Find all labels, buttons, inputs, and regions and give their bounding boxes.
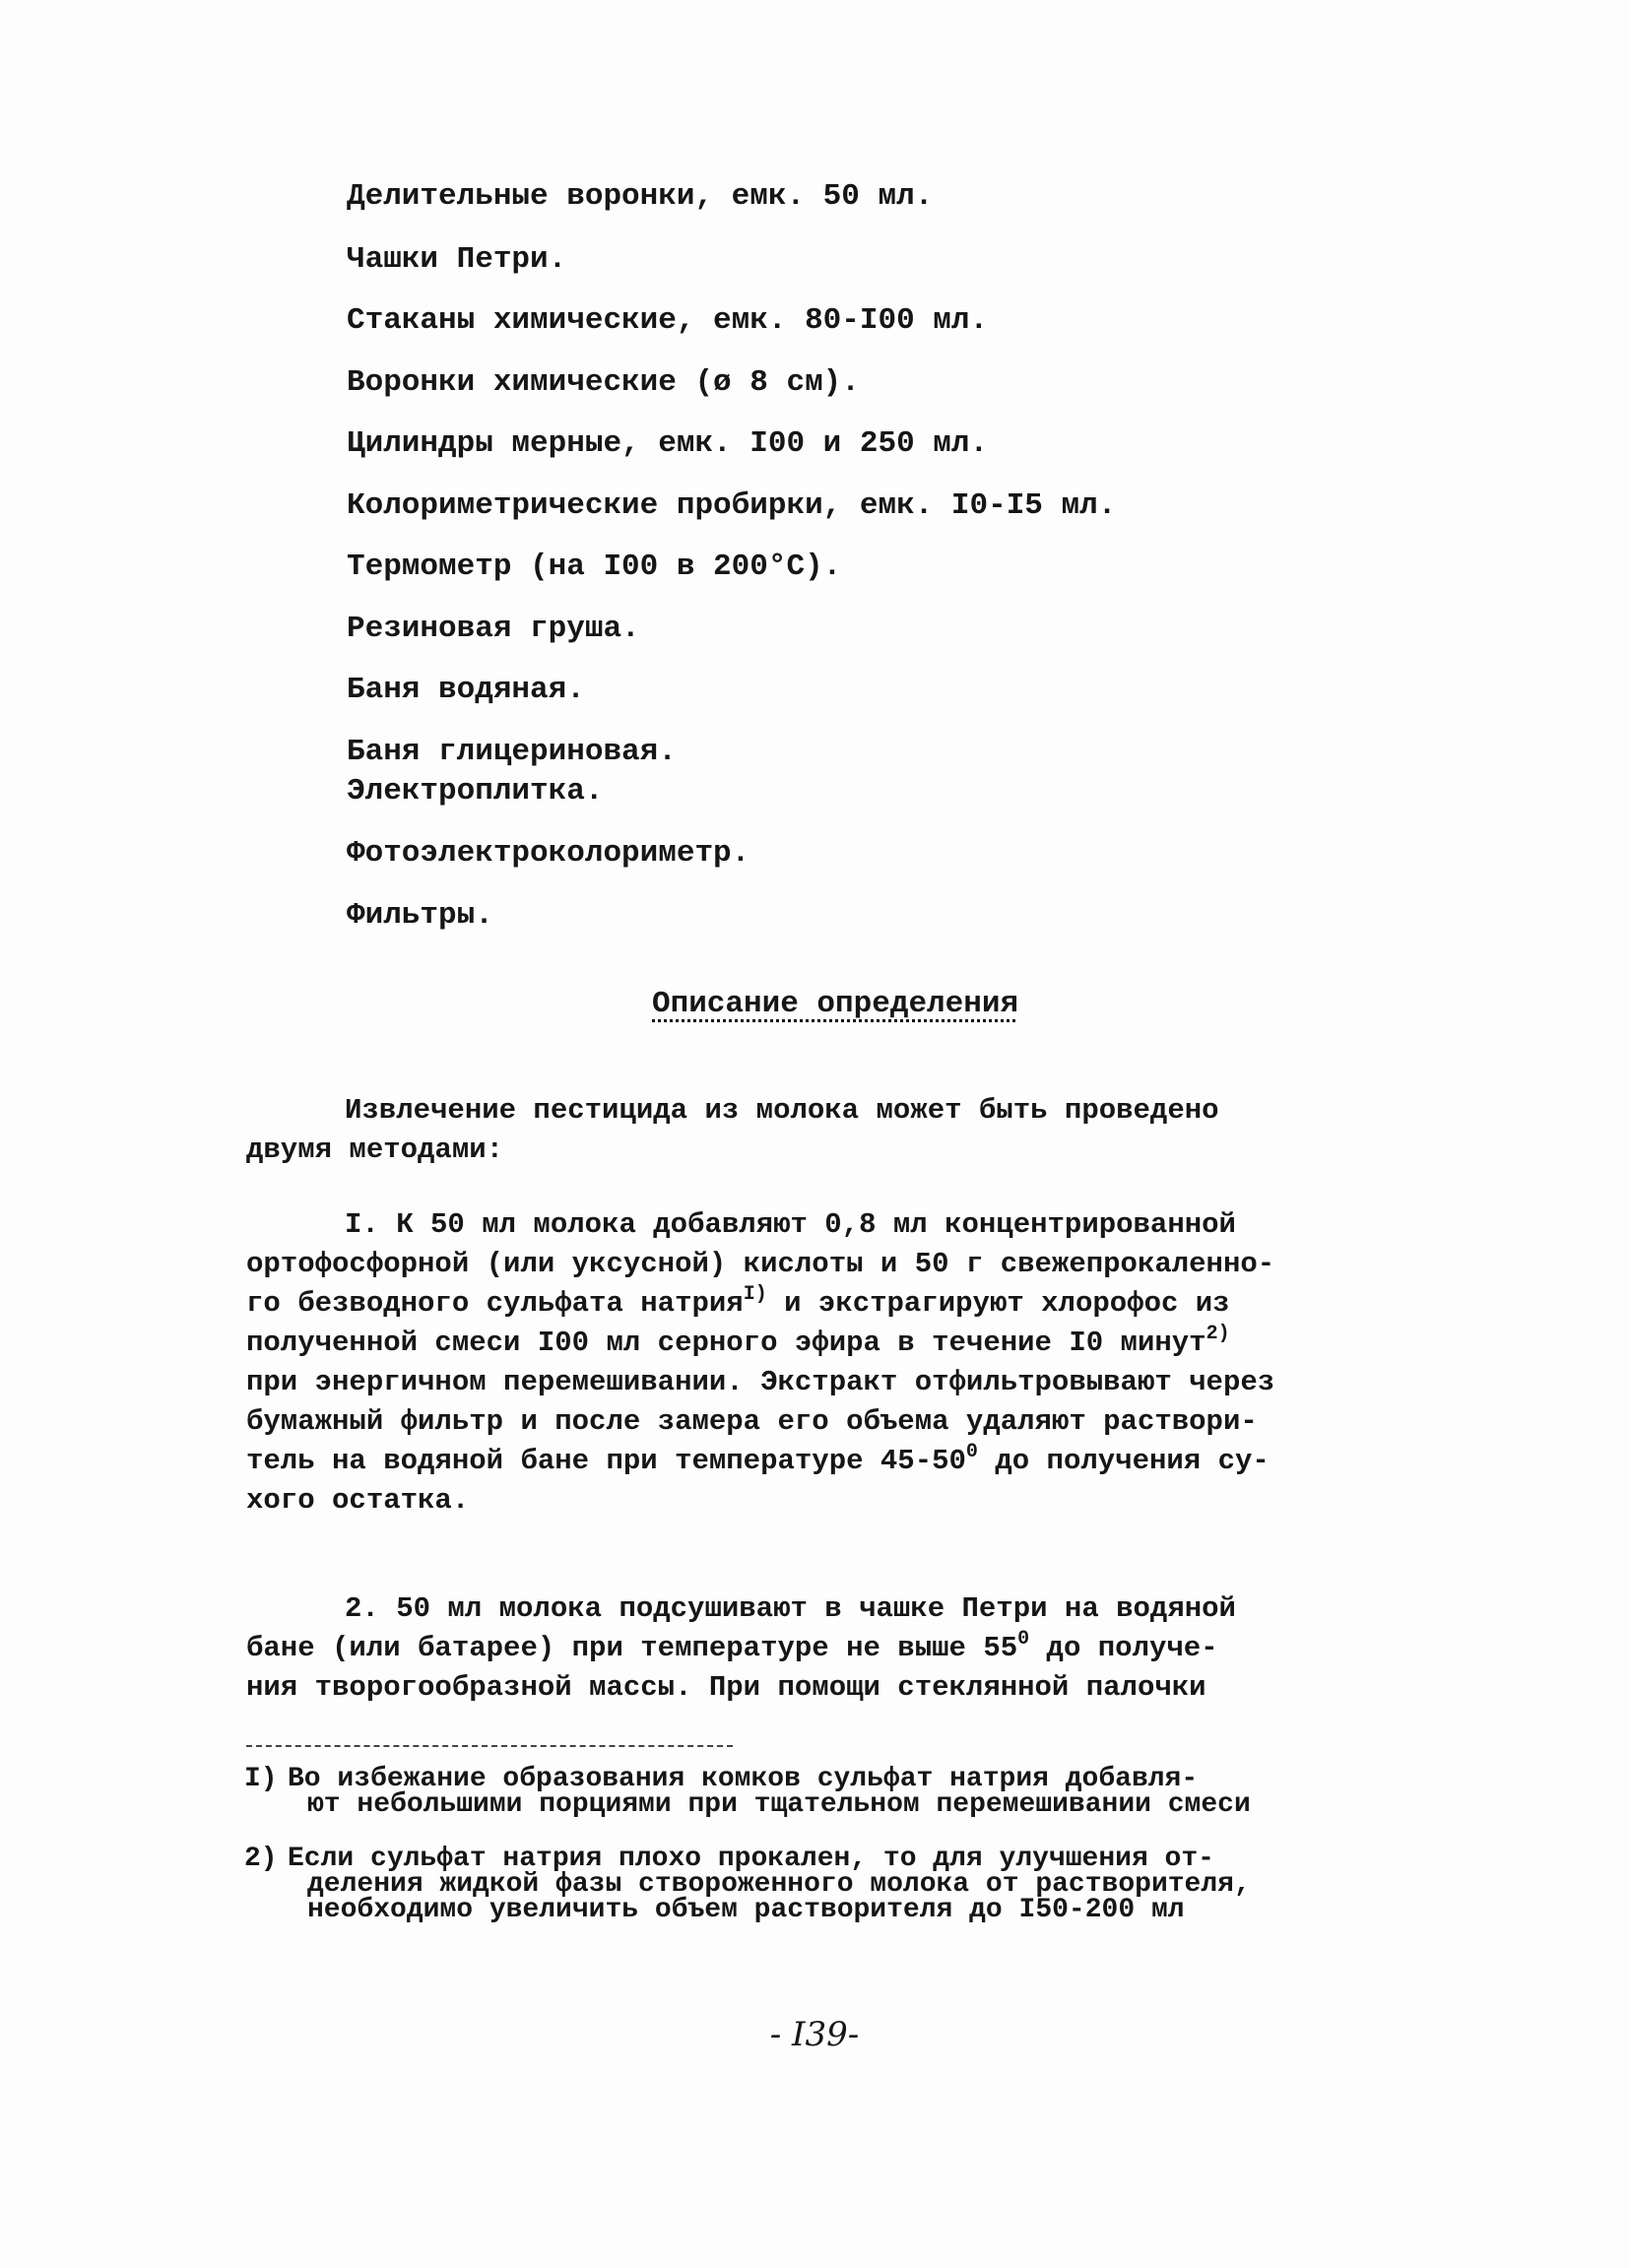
text-line: Во избежание образования комков сульфат натрия добавля- [288,1764,1199,1794]
text-line: Извлечение пестицида из молока может быть проведено [345,1094,1219,1127]
list-item: Электроплитка. [347,774,604,809]
text-line: тель на водяной бане при температуре $45-50^0$ до получения су- [246,1441,1270,1477]
list-item: Колориметрические пробирки, емк. I0-I5 мл. [347,488,1117,523]
text-line: ния творогообразной массы. При помощи стеклянной палочки [246,1671,1206,1704]
text-line: I. К 50 мл молока добавляют 0,8 мл концентрированной [345,1208,1236,1241]
footnote-number: 2) [244,1844,278,1874]
list-item: Резиновая груша. [347,612,640,646]
text-line: го безводного сульфата натрия$^{I)}$ и экстрагируют хлорофос из [246,1283,1230,1320]
text-line: при энергичном перемешивании. Экстракт отфильтровывают через [246,1366,1275,1398]
footnote-1 [244,1764,1251,1820]
text-line: ортофосфорной (или уксусной) кислоты и 50 г свежепрокаленно- [246,1248,1275,1280]
text-line: необходимо увеличить объем растворителя до I50-200 мл [307,1895,1185,1925]
list-item: Чашки Петри. [347,242,567,277]
footnote-number: I) [244,1764,278,1794]
list-item: Делительные воронки, емк. 50 мл. [347,179,934,214]
list-item: Фотоэлектроколориметр. [347,836,750,871]
text-line: деления жидкой фазы створоженного молока от растворителя, [307,1869,1251,1900]
footnote-2 [244,1844,1251,1925]
list-item: Цилиндры мерные, емк. I00 и 250 мл. [347,426,989,461]
section-heading: Описание определения [652,987,1019,1021]
list-item: Термометр (на I00 в 200°С). [347,550,842,584]
footnote-divider [246,1745,733,1747]
text-line: Если сульфат натрия плохо прокален, то для улучшения от- [288,1844,1214,1874]
text-line: хого остатка. [246,1484,470,1517]
method-1-paragraph [246,1205,1274,1521]
list-item: Фильтры. [347,898,493,933]
degree-mark: 0 [965,1441,978,1463]
text-line: бане (или батарее) при температуре не выше $55^0$ до получе- [246,1628,1218,1664]
text-line: бумажный фильтр и после замера его объема удаляют раствори- [246,1405,1258,1438]
footnote-ref-1: I) [743,1283,767,1306]
list-item: Баня водяная. [347,673,585,707]
equipment-list [347,179,1116,934]
degree-mark: 0 [1017,1628,1030,1651]
intro-paragraph [246,1091,1219,1170]
text-line: двумя методами: [246,1134,504,1166]
text-line: ют небольшими порциями при тщательном перемешивании смеси [307,1789,1251,1820]
text-line: 2. 50 мл молока подсушивают в чашке Петри на водяной [345,1592,1236,1625]
list-item: Стаканы химические, емк. 80-I00 мл. [347,303,989,338]
method-2-paragraph [246,1589,1236,1708]
list-item: Баня глицериновая. [347,735,677,769]
text-line: полученной смеси I00 мл серного эфира в течение I0 минут$^{2)}$ [246,1323,1230,1359]
page-number: - I39- [769,2015,860,2054]
footnote-ref-2: 2) [1205,1323,1230,1345]
list-item: Воронки химические (ø 8 см). [347,365,860,400]
